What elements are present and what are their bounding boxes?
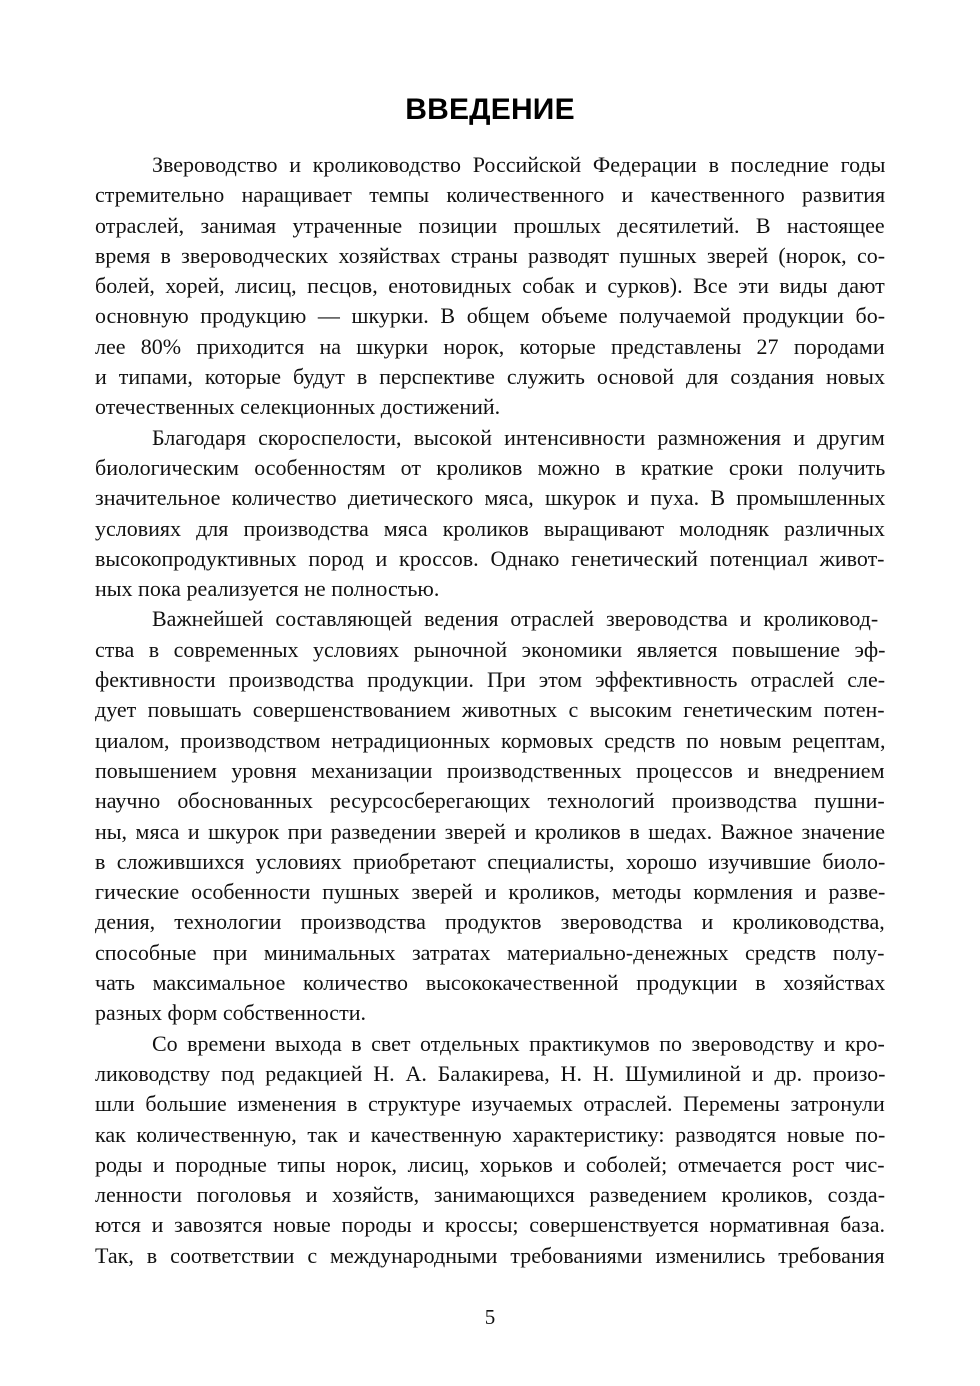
paragraph-line: болей, хорей, лисиц, песцов, енотовидных собак и сурков). Все эти виды дают [95, 273, 885, 299]
paragraph-line: ства в современных условиях рыночной экономики является повышение эф- [95, 636, 886, 662]
paragraph-line: лиководству под редакцией Н. А. Балакирева, Н. Н. Шумилиной и др. произо- [95, 1060, 886, 1086]
paragraph-line: время в звероводческих хозяйствах страны разводят пушных зверей (норок, со- [95, 242, 886, 268]
paragraph-line: основную продукцию — шкурки. В общем объеме получаемой продукции бо- [95, 303, 886, 329]
paragraph-line: биологическим особенностям от кроликов можно в краткие сроки получить [95, 454, 886, 480]
paragraph-line: высокопродуктивных пород и кроссов. Однако генетический потенциал живот- [95, 545, 885, 571]
paragraph-line: ленности поголовья и хозяйств, занимающихся разведением кроликов, созда- [95, 1182, 886, 1208]
paragraph-line: как количественную, так и качественную характеристику: разводятся новые по- [95, 1121, 886, 1147]
paragraph-line: циалом, производством нетрадиционных кормовых средств по новым рецептам, [95, 727, 886, 753]
paragraph-line: Со времени выхода в свет отдельных практикумов по звероводству и кро- [152, 1030, 885, 1056]
paragraph-line: отраслей, занимая утраченные позиции прошлых десятилетий. В настоящее [95, 212, 885, 238]
paragraph-line: отечественных селекционных достижений. [95, 394, 501, 420]
paragraph-line: гические особенности пушных зверей и кроликов, методы кормления и разве- [95, 879, 886, 905]
paragraph-line: научно обоснованных ресурсосберегающих технологий производства пушни- [95, 788, 885, 814]
paragraph-line: дует повышать совершенствованием животных с высоким генетическим потен- [95, 697, 885, 723]
paragraph-line: ны, мяса и шкурок при разведении зверей и кроликов в шедах. Важное значение [95, 818, 886, 844]
page-number: 5 [484, 1305, 496, 1329]
paragraph-line: разных форм собственности. [95, 1000, 366, 1026]
paragraph-line: лее 80% приходится на шкурки норок, которые представлены 27 породами [95, 333, 885, 359]
paragraph-line: ются и завозятся новые породы и кроссы; совершенствуется нормативная база. [95, 1212, 885, 1238]
paragraph-line: шли большие изменения в структуре изучаемых отраслей. Перемены затронули [95, 1091, 885, 1117]
page-title: ВВЕДЕНИЕ [405, 93, 575, 126]
paragraph-line: Важнейшей составляющей ведения отраслей звероводства и кроликовод- [152, 606, 879, 632]
paragraph-line: дения, технологии производства продуктов звероводства и кролиководства, [95, 909, 885, 935]
paragraph-line: Так, в соответствии с международными требованиями изменились требования [95, 1242, 885, 1268]
paragraph-line: в сложившихся условиях приобретают специалисты, хорошо изучившие биоло- [95, 848, 886, 874]
paragraph-line: чать максимальное количество высококачественной продукции в хозяйствах [95, 970, 886, 996]
paragraph-line: фективности производства продукции. При этом эффективность отраслей сле- [95, 667, 886, 693]
paragraph [95, 1029, 885, 1271]
paragraph-line: стремительно наращивает темпы количественного и качественного развития [95, 182, 886, 208]
paragraph [95, 423, 885, 605]
paragraph-line: ных пока реализуется не полностью. [95, 576, 440, 602]
paragraph-line: Благодаря скороспелости, высокой интенсивности размножения и другим [152, 424, 885, 450]
paragraph [95, 150, 885, 423]
paragraph-line: и типами, которые будут в перспективе служить основой для создания новых [95, 364, 885, 390]
paragraph-line: способные при минимальных затратах материально-денежных средств полу- [95, 939, 885, 965]
body-text [95, 150, 885, 1271]
paragraph-line: значительное количество диетического мяса, шкурок и пуха. В промышленных [95, 485, 886, 511]
paragraph-line: условиях для производства мяса кроликов выращивают молодняк различных [95, 515, 885, 541]
paragraph-line: повышением уровня механизации производственных процессов и внедрением [95, 757, 885, 783]
paragraph [95, 604, 885, 1028]
paragraph-line: Звероводство и кролиководство Российской Федерации в последние годы [152, 152, 886, 177]
paragraph-line: роды и породные типы норок, лисиц, хорьков и соболей; отмечается рост чис- [95, 1151, 885, 1177]
